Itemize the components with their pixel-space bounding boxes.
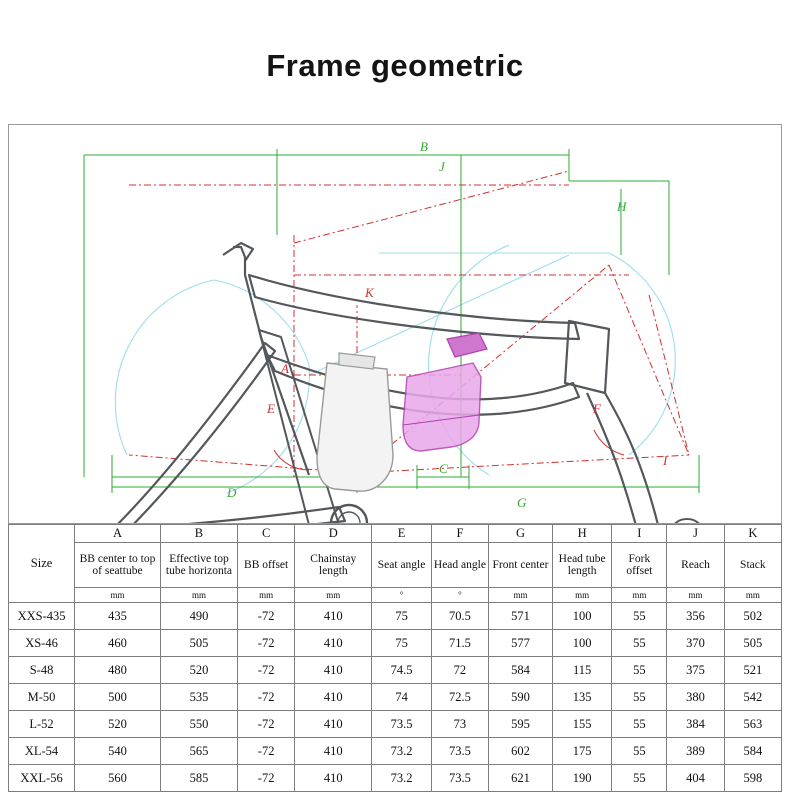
frame-drawing bbox=[9, 125, 781, 523]
unit-h: mm bbox=[552, 588, 611, 603]
unit-b: mm bbox=[160, 588, 237, 603]
cell-5-h: 175 bbox=[552, 738, 611, 765]
cell-5-g: 602 bbox=[489, 738, 553, 765]
cell-0-c: -72 bbox=[238, 603, 295, 630]
table-row bbox=[9, 765, 782, 792]
header-letter-a: A bbox=[75, 525, 161, 543]
row-size-6: XXL-56 bbox=[9, 765, 75, 792]
cell-1-g: 577 bbox=[489, 630, 553, 657]
header-letter-d: D bbox=[295, 525, 372, 543]
header-letter-b: B bbox=[160, 525, 237, 543]
cell-4-a: 520 bbox=[75, 711, 161, 738]
cell-3-f: 72.5 bbox=[431, 684, 488, 711]
cell-6-d: 410 bbox=[295, 765, 372, 792]
cell-1-b: 505 bbox=[160, 630, 237, 657]
cell-4-g: 595 bbox=[489, 711, 553, 738]
header-letter-c: C bbox=[238, 525, 295, 543]
cell-6-g: 621 bbox=[489, 765, 553, 792]
header-letter-f: F bbox=[431, 525, 488, 543]
cell-1-e: 75 bbox=[372, 630, 431, 657]
cell-2-j: 375 bbox=[667, 657, 724, 684]
cell-5-k: 584 bbox=[724, 738, 781, 765]
unit-j: mm bbox=[667, 588, 724, 603]
header-letter-h: H bbox=[552, 525, 611, 543]
table-row bbox=[9, 738, 782, 765]
cell-0-i: 55 bbox=[612, 603, 667, 630]
row-size-2: S-48 bbox=[9, 657, 75, 684]
dim-label-E: E bbox=[267, 401, 275, 416]
cell-6-k: 598 bbox=[724, 765, 781, 792]
row-size-0: XXS-435 bbox=[9, 603, 75, 630]
header-letter-e: E bbox=[372, 525, 431, 543]
table-row bbox=[9, 684, 782, 711]
row-size-4: L-52 bbox=[9, 711, 75, 738]
header-letter-g: G bbox=[489, 525, 553, 543]
cell-2-h: 115 bbox=[552, 657, 611, 684]
header-letter-k: K bbox=[724, 525, 781, 543]
cell-0-d: 410 bbox=[295, 603, 372, 630]
cell-3-i: 55 bbox=[612, 684, 667, 711]
cell-2-f: 72 bbox=[431, 657, 488, 684]
cell-1-f: 71.5 bbox=[431, 630, 488, 657]
unit-k: mm bbox=[724, 588, 781, 603]
cell-0-a: 435 bbox=[75, 603, 161, 630]
header-name-j: Reach bbox=[667, 543, 724, 588]
cell-4-c: -72 bbox=[238, 711, 295, 738]
water-bottle-down-tube bbox=[403, 333, 487, 451]
header-name-f: Head angle bbox=[431, 543, 488, 588]
unit-a: mm bbox=[75, 588, 161, 603]
table-row bbox=[9, 657, 782, 684]
unit-c: mm bbox=[238, 588, 295, 603]
table-row bbox=[9, 711, 782, 738]
cell-5-f: 73.5 bbox=[431, 738, 488, 765]
header-name-d: Chainstay length bbox=[295, 543, 372, 588]
header-size: Size bbox=[9, 525, 75, 603]
cell-4-h: 155 bbox=[552, 711, 611, 738]
dim-label-C: C bbox=[439, 461, 448, 476]
dim-label-A: A bbox=[281, 361, 289, 376]
cell-2-c: -72 bbox=[238, 657, 295, 684]
cell-3-b: 535 bbox=[160, 684, 237, 711]
cell-2-k: 521 bbox=[724, 657, 781, 684]
cell-1-j: 370 bbox=[667, 630, 724, 657]
header-name-i: Fork offset bbox=[612, 543, 667, 588]
unit-d: mm bbox=[295, 588, 372, 603]
table-row bbox=[9, 630, 782, 657]
cell-5-i: 55 bbox=[612, 738, 667, 765]
table-row-names bbox=[9, 543, 782, 588]
cell-1-a: 460 bbox=[75, 630, 161, 657]
cell-0-h: 100 bbox=[552, 603, 611, 630]
wheel-construction-lines bbox=[115, 245, 675, 493]
cell-3-e: 74 bbox=[372, 684, 431, 711]
dim-label-F: F bbox=[593, 401, 601, 416]
header-name-b: Effective top tube horizonta bbox=[160, 543, 237, 588]
frame-geometry-diagram bbox=[8, 124, 782, 524]
cell-6-a: 560 bbox=[75, 765, 161, 792]
cell-3-d: 410 bbox=[295, 684, 372, 711]
cell-4-e: 73.5 bbox=[372, 711, 431, 738]
cell-3-j: 380 bbox=[667, 684, 724, 711]
cell-4-f: 73 bbox=[431, 711, 488, 738]
header-name-c: BB offset bbox=[238, 543, 295, 588]
cell-3-h: 135 bbox=[552, 684, 611, 711]
cell-2-b: 520 bbox=[160, 657, 237, 684]
unit-g: mm bbox=[489, 588, 553, 603]
cell-6-c: -72 bbox=[238, 765, 295, 792]
cell-1-d: 410 bbox=[295, 630, 372, 657]
cell-2-g: 584 bbox=[489, 657, 553, 684]
cell-1-c: -72 bbox=[238, 630, 295, 657]
cell-5-d: 410 bbox=[295, 738, 372, 765]
cell-6-j: 404 bbox=[667, 765, 724, 792]
cell-0-b: 490 bbox=[160, 603, 237, 630]
table-row bbox=[9, 603, 782, 630]
cell-1-i: 55 bbox=[612, 630, 667, 657]
dim-label-G: G bbox=[517, 495, 527, 510]
cell-0-e: 75 bbox=[372, 603, 431, 630]
cell-5-j: 389 bbox=[667, 738, 724, 765]
unit-e: ° bbox=[372, 588, 431, 603]
cell-4-k: 563 bbox=[724, 711, 781, 738]
frame-silhouette bbox=[99, 243, 701, 523]
cell-3-c: -72 bbox=[238, 684, 295, 711]
cell-3-a: 500 bbox=[75, 684, 161, 711]
cell-0-g: 571 bbox=[489, 603, 553, 630]
row-size-5: XL-54 bbox=[9, 738, 75, 765]
cell-0-k: 502 bbox=[724, 603, 781, 630]
cell-0-f: 70.5 bbox=[431, 603, 488, 630]
table-row-letters bbox=[9, 525, 782, 543]
cell-4-d: 410 bbox=[295, 711, 372, 738]
cell-3-g: 590 bbox=[489, 684, 553, 711]
cell-6-b: 585 bbox=[160, 765, 237, 792]
row-size-3: M-50 bbox=[9, 684, 75, 711]
cell-2-e: 74.5 bbox=[372, 657, 431, 684]
dim-label-H: H bbox=[617, 199, 627, 214]
header-name-a: BB center to top of seattube bbox=[75, 543, 161, 588]
cell-5-a: 540 bbox=[75, 738, 161, 765]
header-letter-j: J bbox=[667, 525, 724, 543]
table-row-units bbox=[9, 588, 782, 603]
cell-2-i: 55 bbox=[612, 657, 667, 684]
cell-2-d: 410 bbox=[295, 657, 372, 684]
row-size-1: XS-46 bbox=[9, 630, 75, 657]
cell-4-j: 384 bbox=[667, 711, 724, 738]
dim-label-B: B bbox=[420, 139, 428, 154]
cell-5-b: 565 bbox=[160, 738, 237, 765]
cell-2-a: 480 bbox=[75, 657, 161, 684]
page-title: Frame geometric bbox=[266, 48, 524, 83]
water-bottle-seat-tube bbox=[317, 353, 393, 491]
cell-5-c: -72 bbox=[238, 738, 295, 765]
cell-4-b: 550 bbox=[160, 711, 237, 738]
header-letter-i: I bbox=[612, 525, 667, 543]
cell-3-k: 542 bbox=[724, 684, 781, 711]
header-name-g: Front center bbox=[489, 543, 553, 588]
geometry-table-wrap bbox=[8, 524, 782, 792]
cell-1-k: 505 bbox=[724, 630, 781, 657]
cell-6-e: 73.2 bbox=[372, 765, 431, 792]
cell-6-f: 73.5 bbox=[431, 765, 488, 792]
header-name-h: Head tube length bbox=[552, 543, 611, 588]
header-name-e: Seat angle bbox=[372, 543, 431, 588]
dim-label-I: I bbox=[663, 453, 668, 468]
header-name-k: Stack bbox=[724, 543, 781, 588]
cell-6-i: 55 bbox=[612, 765, 667, 792]
dim-label-D: D bbox=[227, 485, 237, 500]
cell-1-h: 100 bbox=[552, 630, 611, 657]
dim-label-K: K bbox=[365, 285, 374, 300]
cell-5-e: 73.2 bbox=[372, 738, 431, 765]
cell-0-j: 356 bbox=[667, 603, 724, 630]
cell-6-h: 190 bbox=[552, 765, 611, 792]
unit-i: mm bbox=[612, 588, 667, 603]
dim-label-J: J bbox=[439, 159, 445, 174]
cell-4-i: 55 bbox=[612, 711, 667, 738]
geometry-table bbox=[8, 524, 782, 792]
unit-f: ° bbox=[431, 588, 488, 603]
